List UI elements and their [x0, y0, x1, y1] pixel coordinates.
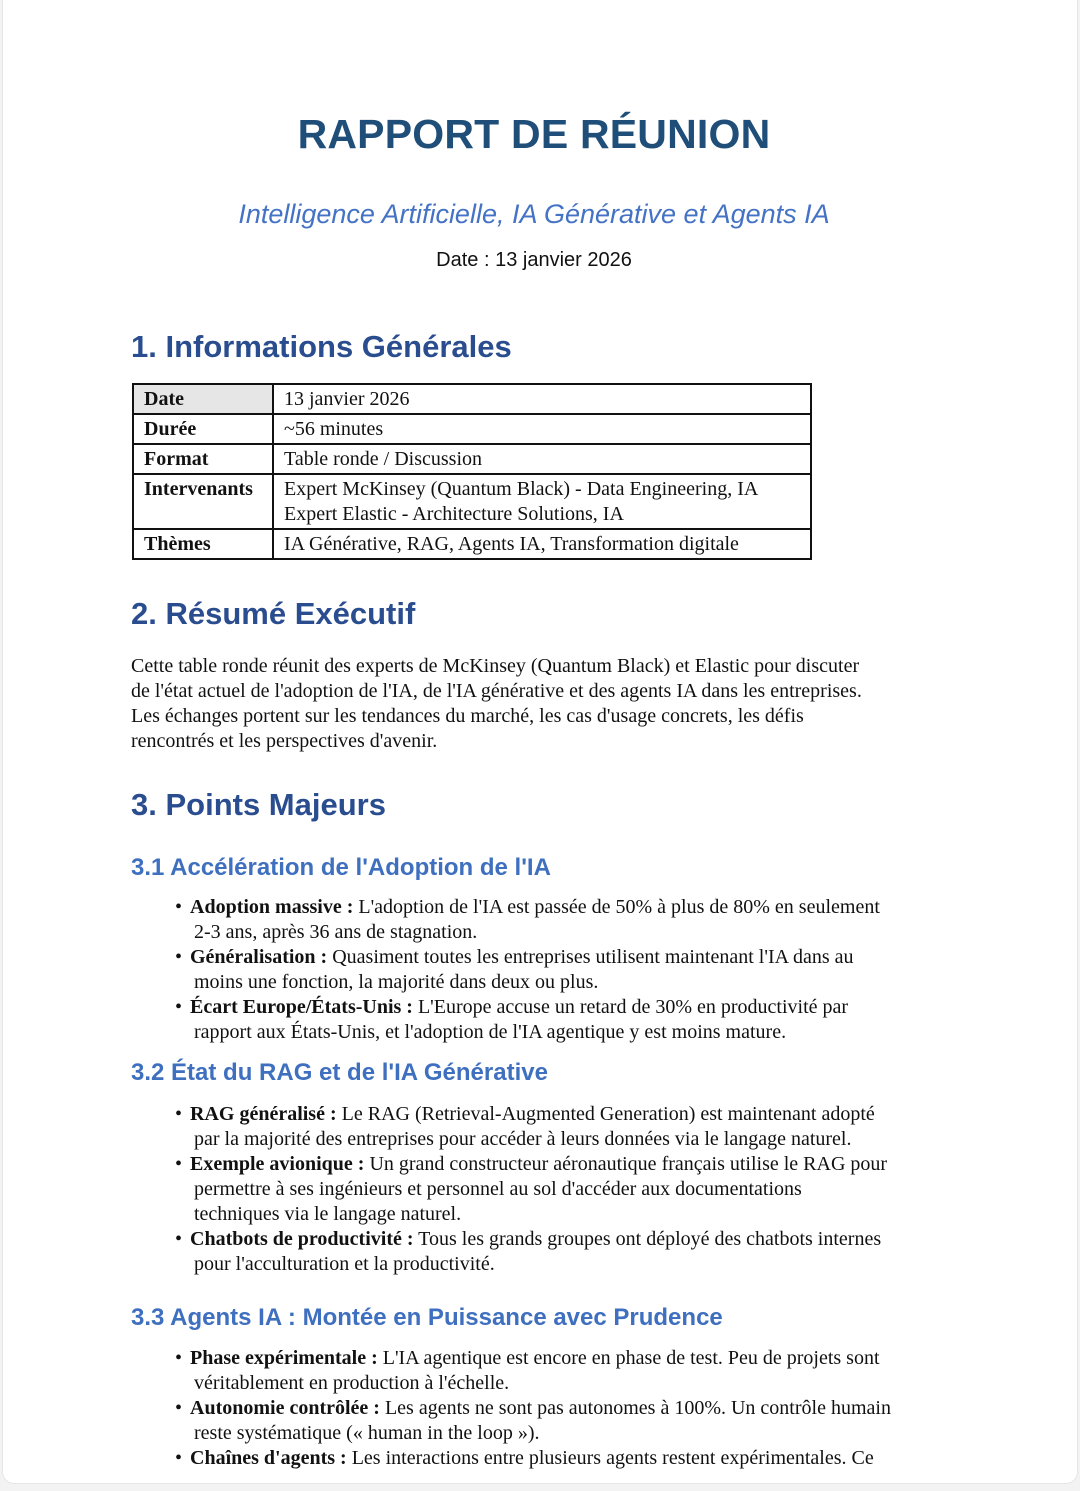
list-item: [159, 895, 931, 945]
rag-bullet-list: [159, 1102, 931, 1277]
list-item: [159, 995, 931, 1045]
table-row: [133, 384, 811, 414]
table-key-themes: Thèmes: [133, 529, 273, 559]
bullet-label: Adoption massive :: [190, 896, 354, 918]
executive-summary-paragraph: [131, 654, 931, 754]
list-item: [159, 1102, 931, 1152]
bullet-icon: •: [175, 1228, 183, 1250]
report-subtitle: Intelligence Artificielle, IA Générative et Agents IA: [238, 199, 830, 229]
list-item: [159, 1227, 931, 1277]
bullet-text: Les agents ne sont pas autonomes à 100%. Un contrôle humain: [379, 1397, 891, 1419]
general-info-table: [132, 383, 812, 560]
subsection-heading-agents: 3.3 Agents IA : Montée en Puissance avec Prudence: [131, 1304, 723, 1331]
bullet-text: rapport aux États-Unis, et l'adoption de l'IA agentique y est moins mature.: [194, 1021, 787, 1043]
bullet-icon: •: [175, 946, 183, 968]
subsection-heading-adoption: 3.1 Accélération de l'Adoption de l'IA: [131, 854, 551, 881]
bullet-text: par la majorité des entreprises pour accéder à leurs données via le langage naturel.: [194, 1128, 852, 1150]
bullet-text: Le RAG (Retrieval-Augmented Generation) est maintenant adopté: [336, 1103, 875, 1125]
bullet-icon: •: [175, 1153, 183, 1175]
table-value-themes: IA Générative, RAG, Agents IA, Transformation digitale: [273, 529, 811, 559]
bullet-text: Un grand constructeur aéronautique français utilise le RAG pour: [364, 1153, 888, 1175]
table-value-date: 13 janvier 2026: [273, 384, 811, 414]
bullet-icon: •: [175, 1447, 183, 1469]
bullet-text: L'Europe accuse un retard de 30% en productivité par: [412, 996, 849, 1018]
bullet-icon: •: [175, 896, 183, 918]
bullet-text: techniques via le langage naturel.: [194, 1203, 462, 1225]
bullet-label: Chatbots de productivité :: [190, 1228, 414, 1250]
bullet-text: Les interactions entre plusieurs agents restent expérimentales. Ce: [346, 1447, 874, 1469]
summary-line: Cette table ronde réunit des experts de McKinsey (Quantum Black) et Elastic pour discuter: [131, 655, 860, 677]
speaker-elastic: Expert Elastic - Architecture Solutions, IA: [284, 503, 624, 525]
bullet-text: permettre à ses ingénieurs et personnel au sol d'accéder aux documentations: [194, 1178, 802, 1200]
bullet-label: Autonomie contrôlée :: [190, 1397, 380, 1419]
list-item: [159, 1346, 931, 1396]
speaker-mckinsey: Expert McKinsey (Quantum Black) - Data Engineering, IA: [284, 478, 759, 500]
bullet-text: reste systématique (« human in the loop »).: [194, 1422, 540, 1444]
table-key-format: Format: [133, 444, 273, 474]
table-row: [133, 529, 811, 559]
bullet-label: RAG généralisé :: [190, 1103, 337, 1125]
list-item: [159, 1446, 931, 1471]
table-key-speakers: Intervenants: [133, 474, 273, 529]
report-title: RAPPORT DE RÉUNION: [297, 111, 771, 157]
bullet-icon: •: [175, 1397, 183, 1419]
bullet-text: 2-3 ans, après 36 ans de stagnation.: [194, 921, 478, 943]
bullet-text: véritablement en production à l'échelle.: [194, 1372, 510, 1394]
report-date: Date : 13 janvier 2026: [436, 249, 632, 271]
list-item: [159, 945, 931, 995]
bullet-label: Phase expérimentale :: [190, 1347, 378, 1369]
table-row: [133, 474, 811, 529]
list-item: [159, 1396, 931, 1446]
section-heading-executive-summary: 2. Résumé Exécutif: [131, 596, 416, 631]
table-value-speakers: [273, 474, 811, 529]
adoption-bullet-list: [159, 895, 931, 1045]
bullet-icon: •: [175, 1347, 183, 1369]
summary-line: rencontrés et les perspectives d'avenir.: [131, 730, 438, 752]
bullet-text: L'IA agentique est encore en phase de test. Peu de projets sont: [377, 1347, 880, 1369]
bullet-text: moins une fonction, la majorité dans deux ou plus.: [194, 971, 599, 993]
table-row: [133, 414, 811, 444]
summary-line: Les échanges portent sur les tendances du marché, les cas d'usage concrets, les défis: [131, 705, 804, 727]
bullet-label: Chaînes d'agents :: [190, 1447, 347, 1469]
agents-bullet-list: [159, 1346, 931, 1471]
table-row: [133, 444, 811, 474]
table-value-format: Table ronde / Discussion: [273, 444, 811, 474]
bullet-text: L'adoption de l'IA est passée de 50% à plus de 80% en seulement: [353, 896, 880, 918]
document-page: [2, 0, 1078, 1484]
bullet-label: Écart Europe/États-Unis :: [190, 996, 413, 1018]
table-key-duration: Durée: [133, 414, 273, 444]
list-item: [159, 1152, 931, 1227]
bullet-text: pour l'acculturation et la productivité.: [194, 1253, 495, 1275]
bullet-icon: •: [175, 996, 183, 1018]
bullet-text: Quasiment toutes les entreprises utilisent maintenant l'IA dans au: [327, 946, 854, 968]
table-key-date: Date: [133, 384, 273, 414]
section-heading-key-points: 3. Points Majeurs: [131, 787, 386, 822]
summary-line: de l'état actuel de l'adoption de l'IA, de l'IA générative et des agents IA dans les entreprises.: [131, 680, 862, 702]
bullet-icon: •: [175, 1103, 183, 1125]
table-value-duration: ~56 minutes: [273, 414, 811, 444]
subsection-heading-rag: 3.2 État du RAG et de l'IA Générative: [131, 1059, 548, 1086]
bullet-text: Tous les grands groupes ont déployé des chatbots internes: [413, 1228, 882, 1250]
section-heading-general-info: 1. Informations Générales: [131, 329, 512, 364]
bullet-label: Généralisation :: [190, 946, 328, 968]
bullet-label: Exemple avionique :: [190, 1153, 365, 1175]
